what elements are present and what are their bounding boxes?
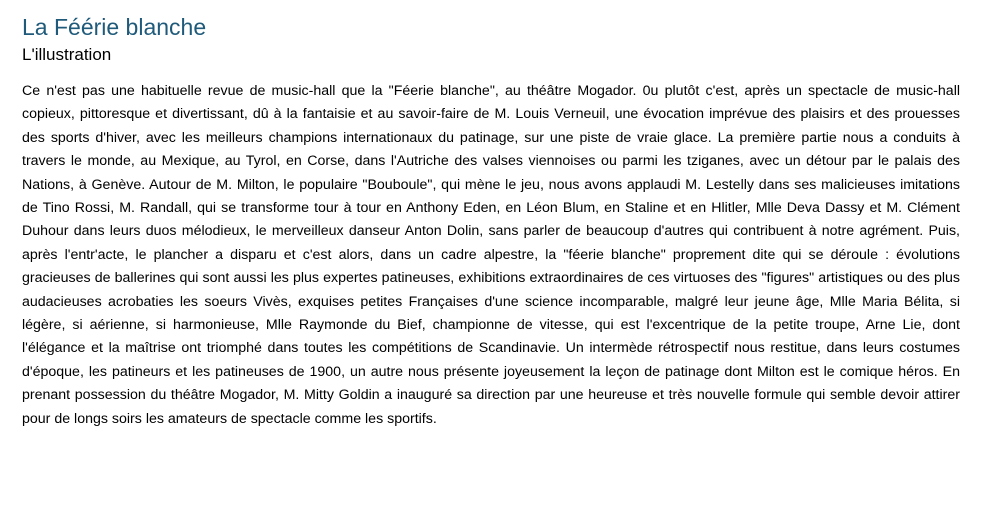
body-paragraph: Ce n'est pas une habituelle revue de music-hall que la "Féerie blanche", au théâtre Mogador. 0u plutôt c'est, après un spectacle de music-hall copieux, pittoresque et divertissant, dû à la fantaisie et au savoir-faire de M. Louis Verneuil, une évocation imprévue des plaisirs et des prouesses des sports d'hiver, avec les meilleurs champions internationaux du patinage, sur une piste de vraie glace. La première partie nous a conduits à travers le monde, au Mexique, au Tyrol, en Corse, dans l'Autriche des valses viennoises ou parmi les tziganes, avec un détour par le palais des Nations, à Genève. Autour de M. Milton, le populaire "Bouboule", qui mène le jeu, nous avons applaudi M. Lestelly dans ses malicieuses imitations de Tino Rossi, M. Randall, qui se transforme tour à tour en Anthony Eden, en Léon Blum, en Staline et en Hlitler, Mlle Deva Dassy et M. Clément Duhour dans leurs duos mélodieux, le merveilleux danseur Anton Dolin, sans parler de beaucoup d'autres qui contribuent à notre agrément. Puis, après l'entr'acte, le plancher a disparu et c'est alors, dans un cadre alpestre, la "féerie blanche" proprement dite qui se déroule : évolutions gracieuses de ballerines qui sont aussi les plus expertes patineuses, exhibitions extraordinaires de ces virtuoses des "figures" artistiques ou des plus audacieuses acrobaties les soeurs Vivès, exquises petites Françaises d'une science incomparable, malgré leur jeune âge, Mlle Maria Bélita, si légère, si aérienne, si harmonieuse, Mlle Raymonde du Bief, championne de vitesse, qui est l'excentrique de la petite troupe, Arne Lie, dont l'élégance et la maîtrise ont triomphé dans toutes les compétitions de Scandinavie. Un intermède rétrospectif nous restitue, dans leurs costumes d'époque, les patineurs et les patineuses de 1900, un autre nous présente joyeusement la leçon de patinage dont Milton est le comique héros. En prenant possession du théâtre Mogador, M. Mitty Goldin a inauguré sa direction par une heureuse et très nouvelle formule qui semble devoir attirer pour de longs soirs les amateurs de spectacle comme les sportifs. [22, 83, 960, 427]
document-title: La Féérie blanche [22, 14, 207, 40]
document [22, 12, 960, 431]
document-subtitle: L'illustration [22, 45, 112, 64]
